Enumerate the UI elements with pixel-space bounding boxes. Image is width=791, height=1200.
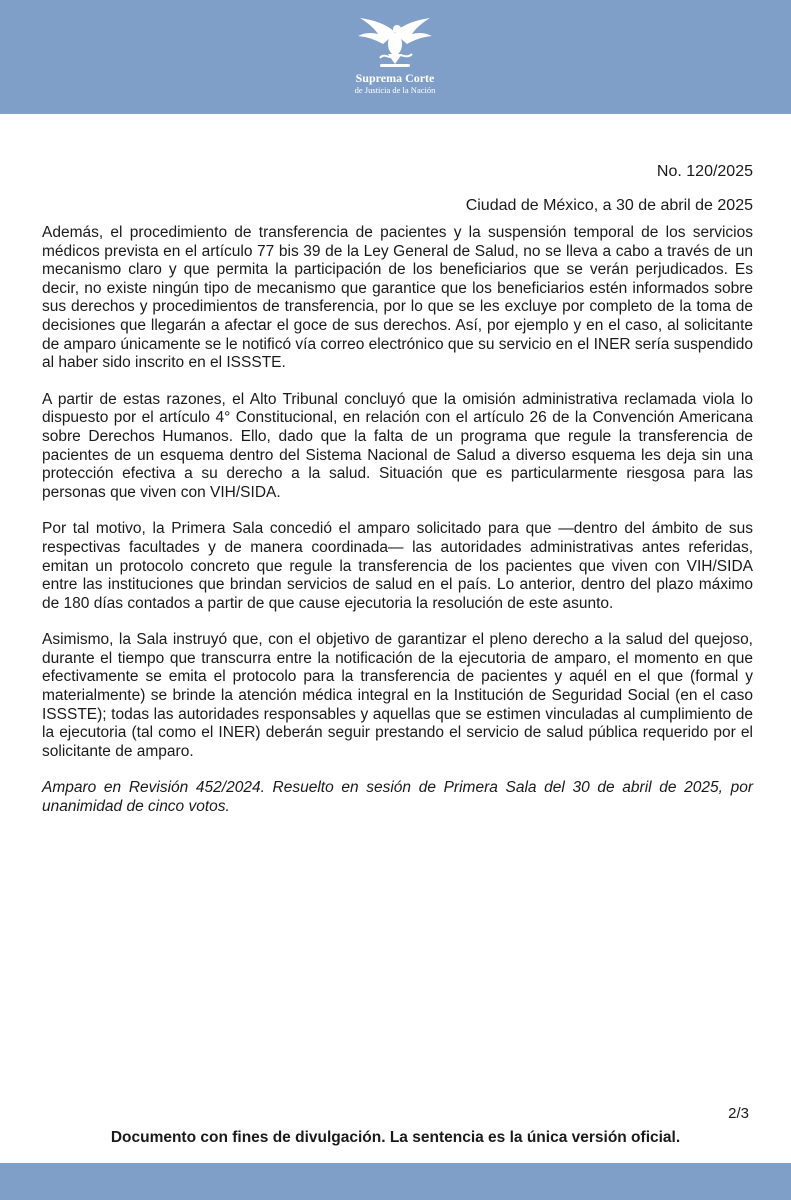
logo-subtitle: de Justicia de la Nación [354,85,436,95]
paragraph-1: Además, el procedimiento de transferencia de pacientes y la suspensión temporal de los servicios médicos prevista en el artículo 77 bis 39 de la Ley General de Salud, no se lleva a cabo a través de un mecanismo claro y que permita la participación de los beneficiarios que se verán perjudicados. Es decir, no existe ningún tipo de mecanismo que garantice que los beneficiarios estén informados sobre sus derechos y procedimientos de transferencia, por lo que se les excluye por completo de la toma de decisiones que llegarán a afectar el goce de sus derechos. Así, por ejemplo y en el caso, al solicitante de amparo únicamente se le notificó vía correo electrónico que su servicio en el INER sería suspendido al haber sido inscrito en el ISSSTE. [42,224,753,372]
document-number: No. 120/2025 [656,163,753,180]
logo-name: Suprema Corte [355,71,435,85]
page-number: 2/3 [728,1105,749,1122]
scjn-logo [345,14,445,104]
eagle-emblem-icon [350,14,440,70]
paragraph-2: A partir de estas razones, el Alto Tribunal concluyó que la omisión administrativa reclamada viola lo dispuesto por el artículo 4° Constitucional, en relación con el artículo 26 de la Convención Americana sobre Derechos Humanos. Ello, dado que la falta de un programa que regule la transferencia de pacientes de un esquema dentro del Sistema Nacional de Salud a diverso esquema les deja sin una protección efectiva a su derecho a la salud. Situación que es particularmente riesgosa para las personas que viven con VIH/SIDA. [42,390,753,501]
paragraph-3: Por tal motivo, la Primera Sala concedió el amparo solicitado para que —dentro del ámbito de sus respectivas facultades y de manera coordinada— las autoridades administrativas antes referidas, emitan un protocolo concreto que regule la transferencia de los pacientes que viven con VIH/SIDA entre las instituciones que brindan servicios de salud en el país. Lo anterior, dentro del plazo máximo de 180 días contados a partir de que cause ejecutoria la resolución de este asunto. [42,520,753,612]
footer-band [0,1163,791,1200]
paragraph-4: Asimismo, la Sala instruyó que, con el objetivo de garantizar el pleno derecho a la salud del quejoso, durante el tiempo que transcurra entre la notificación de la ejecutoria de amparo, el momento en que efectivamente se emita el protocolo para la transferencia de pacientes y aquél en el que (formal y materialmente) se brinde la atención médica integral en la Institución de Seguridad Social (en el caso ISSSTE); todas las autoridades responsables y aquellas que se estimen vinculadas al cumplimiento de la ejecutoria (tal como el INER) deberán seguir prestando el servicio de salud pública requerido por el solicitante de amparo. [42,631,753,760]
disclaimer: Documento con fines de divulgación. La sentencia es la única versión oficial. [110,1129,681,1146]
document-date: Ciudad de México, a 30 de abril de 2025 [465,197,753,214]
document-body [42,160,753,835]
header-band [0,0,791,114]
case-citation: Amparo en Revisión 452/2024. Resuelto en sesión de Primera Sala del 30 de abril de 2025, por unanimidad de cinco votos. [42,779,753,816]
